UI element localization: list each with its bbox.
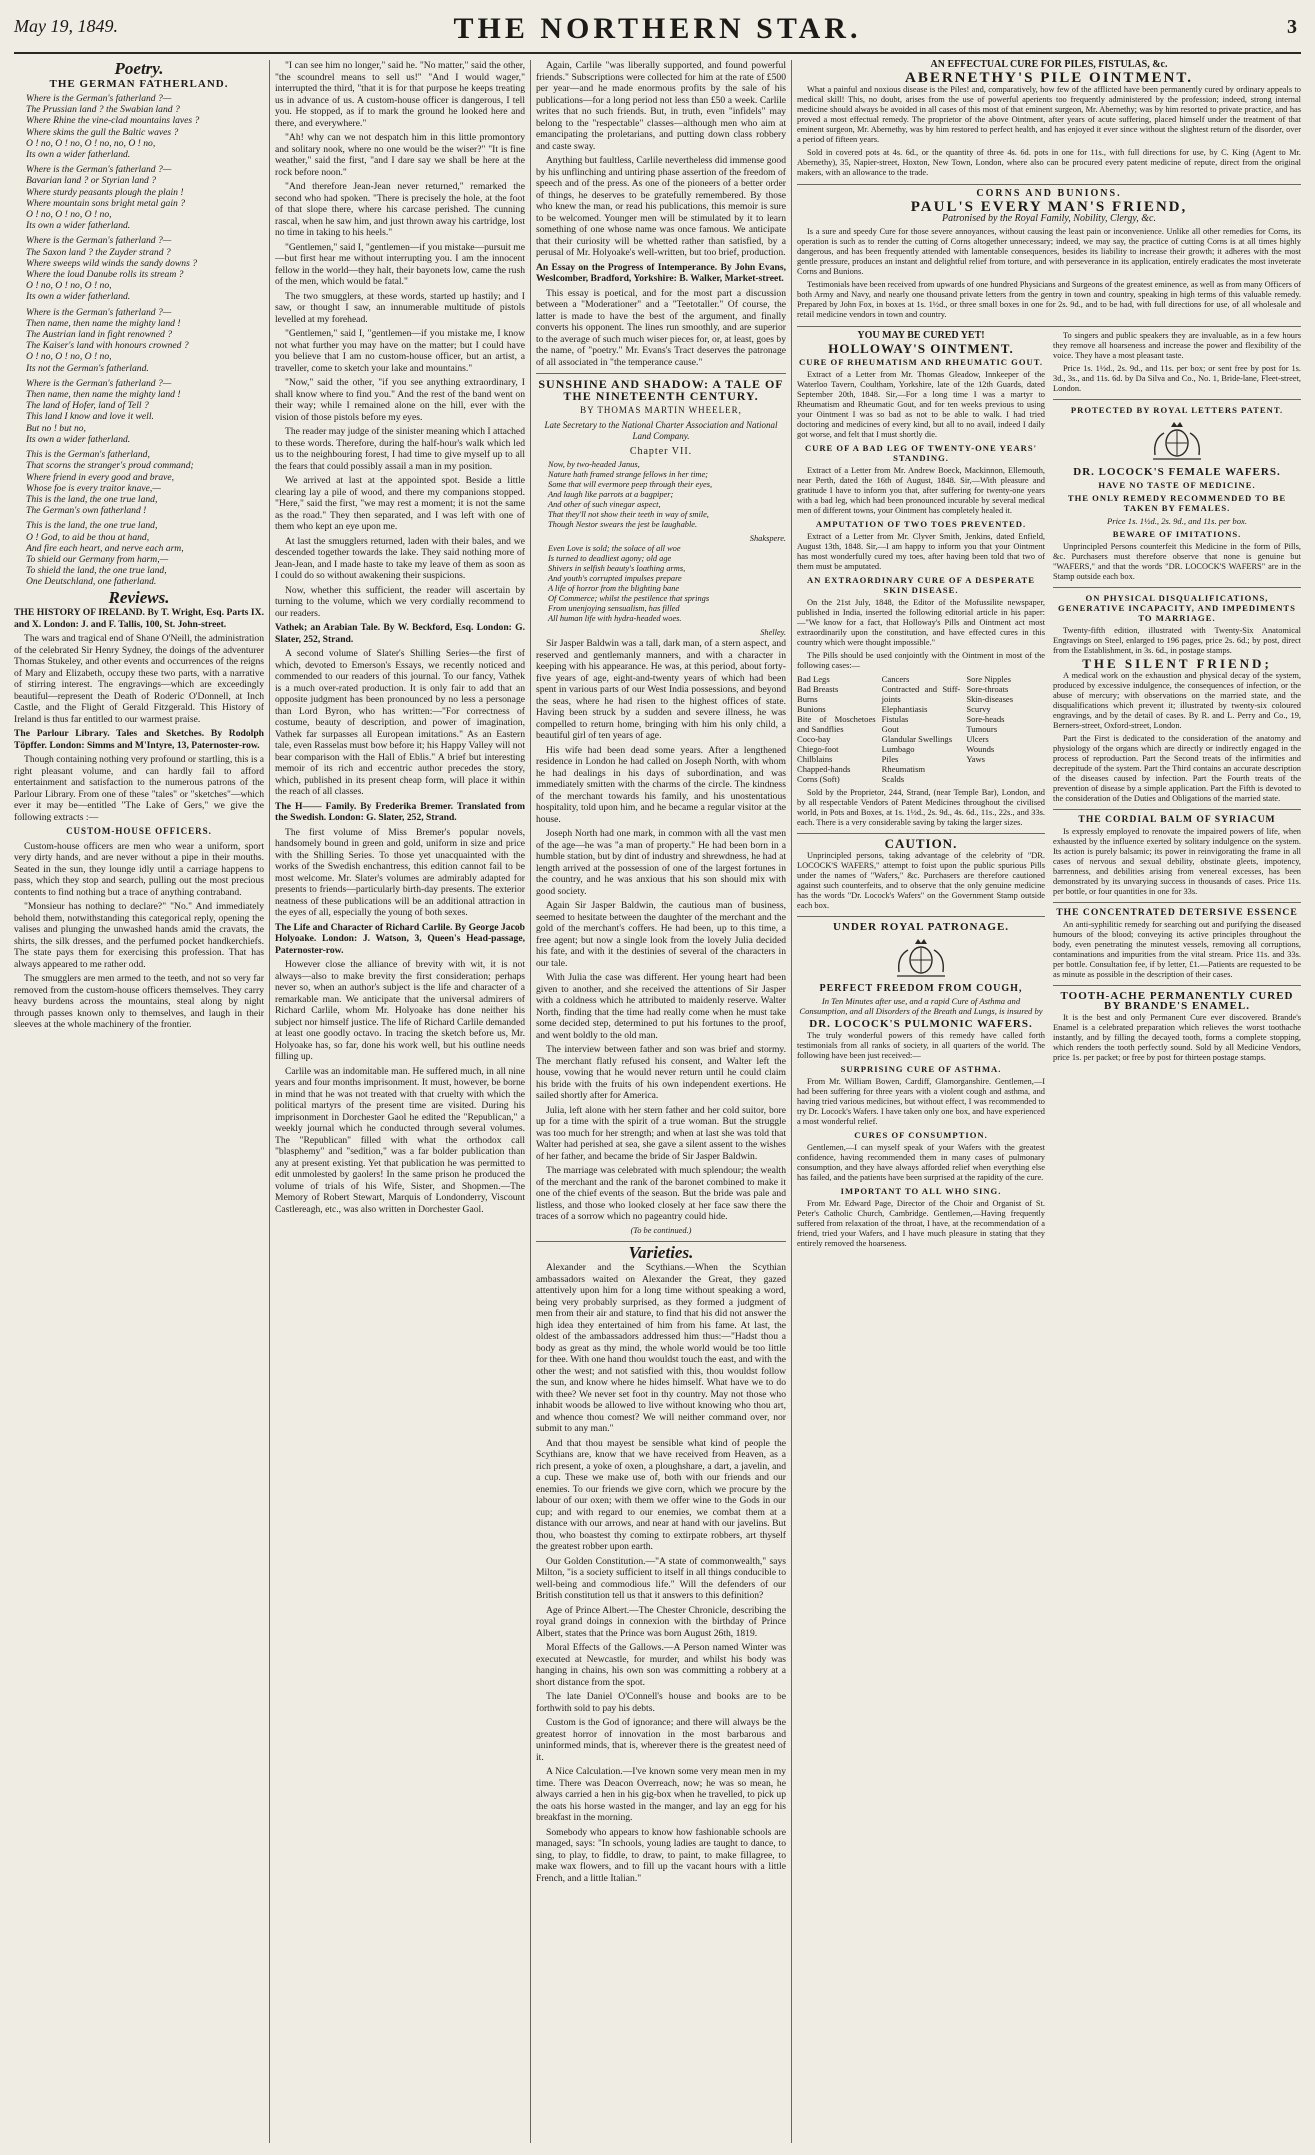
poem-stanza: Where is the German's fatherland ?— The Prussian land ? the Swabian land ? Where Rhine the vine-clad mountains laves ? Where skims the gull the Baltic waves ? O ! no, O ! no, O ! no, no, O ! no, Its own a wider fatherland. <box>26 93 200 161</box>
varieties-heading: Varieties. <box>628 1242 694 1262</box>
ad-body: Sold by the Proprietor, 244, Strand, (near Temple Bar), London, and by all respectable Vendors of Patent Medicines throughout the civilised world, in Pots and Boxes, at 1s. 1½d., 2s. 9d., 4s. 6d., 11s., 22s., and 33s. each. There is a very considerable saving by taking the larger sizes. <box>797 788 1045 827</box>
epigraph-attribution: Shelley. <box>760 628 786 637</box>
poem-stanza: This is the land, the one true land, O ! God, to aid be thou at hand, And fire each heart, and nerve each arm, To shield our Germany from harm,— To shield the land, the one true land, One Deutschland, one fatherland. <box>26 520 184 588</box>
variety-item: Our Golden Constitution.—"A state of commonwealth," says Milton, "is a society sufficient to itself in all things conducible to well-being and commodious life." Will the defenders of our British constitution tell us that it answers to this definition? <box>536 1555 786 1601</box>
ad-body: From Mr. Edward Page, Director of the Choir and Organist of St. Peter's Catholic Church, Cambridge. Gentlemen,—Having frequently suffered from relaxation of the throat, I have, at the recommendation of a friend, tried your Wafers, and I have much pleasure in stating that they entirely removed the hoarseness. <box>797 1199 1045 1248</box>
variety-item: Alexander and the Scythians.—When the Scythian ambassadors waited on Alexander the Great, they gazed attentively upon him for a long time without speaking a word, being very probably surprised, as they formed a judgment of men from their air and stature, to find that his did not answer the high idea they entertained of him from his fame. At last, the oldest of the ambassadors addressed him thus:—"Hadst thou a body as great as thy mind, the whole world would be too little for thee. With one hand thou wouldst touch the east, and with the other the west; and not satisfied with this, thou wouldst follow the sun, and know where he hides himself. What have we to do with thee? We never set foot in thy country. May not those who inhabit woods be allowed to live without knowing who thou art, and whence thou comest? We will neither command over, nor submit to any man." <box>536 1262 786 1434</box>
epigraph: Now, by two-headed Janus, Nature hath framed strange fellows in her time; Some that will evermore peep through their eyes, And laugh like parrots at a bagpiper; And other of such vinegar aspect, That they'll not show their teeth in way of smile, Though Nestor swears the jest be laughable. <box>548 460 713 529</box>
ailment-item: Scalds <box>881 774 905 784</box>
ailment-item: Tumours <box>966 724 998 734</box>
ailment-item: Burns <box>797 694 818 704</box>
patronage-title: UNDER ROYAL PATRONAGE. <box>832 921 1010 933</box>
variety-item: Moral Effects of the Gallows.—A Person named Winter was executed at Newcastle, for murder, and whilst his body was hanging in chains, his own son was committing a robbery at a short distance from the spot. <box>536 1642 786 1688</box>
ad-body: On the 21st July, 1848, the Editor of the Mofussilite newspaper, published in India, inserted the following editorial article in his paper:—"We know for a fact, that Holloway's Pills and Ointment act most extraordinarily upon the constitution, and have effected cures in this country which were thought impossible." <box>797 598 1045 647</box>
divider <box>536 373 786 374</box>
poem-stanza: This is the German's fatherland, That scorns the stranger's proud command; Where friend in every good and brave, Whose foe is every traitor knave,— This is the land, the one true land, The German's own fatherland ! <box>26 449 194 517</box>
divider <box>797 833 1045 834</box>
ad-body: Extract of a Letter from Mr. Thomas Gleadow, Innkeeper of the Waterloo Tavern, Coultham, Yorkshire, late of the 12th Guards, dated September 20th, 1848. Sir,—For a long time I was a martyr to Rheumatism and Rheumatic Gout, and for ten weeks previous to using your Ointment I was so bad as not to be able to walk. I had tried doctoring and medicines of every kind, but all to no avail, indeed I daily got worse, and felt that I must shortly die. <box>797 370 1045 439</box>
epigraph-attribution: Shakspere. <box>749 534 786 543</box>
ad-body: Testimonials have been received from upwards of one hundred Physicians and Surgeons of the greatest eminence, as well as from many Officers of both Army and Navy, and nearly one thousand private letters from the gentry in town and country, speaking in high terms of this valuable remedy. Prepared by John Fox, in boxes at 1s. 1½d., or three small boxes in one for 2s. 9d., and to be had, with full directions for use, of all wholesale and retail medicine vendors in town and country. <box>797 280 1301 319</box>
ad-title: DR. LOCOCK'S PULMONIC WAFERS. <box>809 1018 1033 1030</box>
ad-title: TOOTH-ACHE PERMANENTLY CURED BY BRANDE'S ENAMEL. <box>1060 990 1294 1012</box>
extract-paragraph: At last the smugglers returned, laden with their bales, and we descended together towards the lake. They said nothing more of Jean-Jean, and I made haste to take my leave of them as soon as I could do so without awakening their suspicions. <box>275 535 525 581</box>
ailment-item: Skin-diseases <box>966 694 1014 704</box>
ailment-item: Chapped-hands <box>797 764 851 774</box>
ailment-item: Rheumatism <box>881 764 926 774</box>
extract-paragraph: "Gentlemen," said I, "gentlemen—if you mistake—pursuit me—but first hear me without interrupting you. I am the innocent fellow in the world—they halt, their bayonets low, came the rush of the men, which would be fatal." <box>275 241 525 287</box>
ad-title: DR. LOCOCK'S FEMALE WAFERS. <box>1073 466 1281 478</box>
ailment-item: Bad Legs <box>797 674 830 684</box>
review-heading: The H—— Family. By Frederika Bremer. Translated from the Swedish. London: G. Slater, 252, Strand. <box>275 800 525 823</box>
column-rule <box>791 60 792 2143</box>
ad-body: What a painful and noxious disease is the Piles! and, comparatively, how few of the afflicted have been permanently cured by ordinary appeals to medical skill! This, no doubt, arises from the use of powerful aperients too frequently administered by the profession; indeed, strong internal medicine should always be avoided in all cases of this most of that eminent surgeon, Mr. Abernethy; was by him resorted to private practice, and has proved a most effectual remedy. The proprietor of the above Ointment, after years of acute suffering, placed himself under the treatment of that eminent surgeon, Mr. Abernethy, was by him restored to perfect health, and has enjoyed it ever since without the slightest return of the disorder, over a period of fifteen years. <box>797 85 1301 144</box>
ad-subtitle: In Ten Minutes after use, and a rapid Cure of Asthma and Consumption, and all Disorders of the Breath and Lungs, is insured by <box>799 996 1043 1016</box>
issue-date: May 19, 1849. <box>14 16 118 36</box>
review-heading: The Parlour Library. Tales and Sketches. By Rodolph Töpffer. London: Simms and M'Intyre, 13, Paternoster-row. <box>14 728 264 751</box>
ailment-item: Scurvy <box>966 704 991 714</box>
ad-body: It is the best and only Permanent Cure ever discovered. Brande's Enamel is a celebrated preparation which relieves the worst toothache instantly, and by filling the decayed tooth, forms a complete stopping, which renders the tooth perfectly sound. Sold by all Medicine Vendors, price 1s. per packet; or free by post for thirteen postage stamps. <box>1053 1013 1301 1062</box>
ad-subhead: SURPRISING CURE OF ASTHMA. <box>840 1064 1002 1074</box>
reviews-heading: Reviews. <box>108 587 170 607</box>
ad-title: THE CONCENTRATED DETERSIVE ESSENCE <box>1056 907 1298 918</box>
extract-paragraph: Now, whether this sufficient, the reader will ascertain by turning to the volume, which we very cordially recommend to our readers. <box>275 584 525 619</box>
column-rule <box>530 60 531 2143</box>
newspaper-title: THE NORTHERN STAR. <box>453 12 862 45</box>
variety-item: The late Daniel O'Connell's house and books are to be forthwith sold to pay his debts. <box>536 1691 786 1714</box>
ailment-item: Bite of Moschetoes and Sandflies <box>797 714 876 734</box>
review-body: Though containing nothing very profound or startling, this is a right pleasant volume, and can hardly fail to afford entertainment and satisfaction to the numerous patrons of the Parlour Library. From one of these "tales" or "sketches"—which ever it may be—entitled "The Lake of Gers," we give the following extracts :— <box>14 754 264 823</box>
ailment-item: Sore-throats <box>966 684 1009 694</box>
divider <box>1053 587 1301 588</box>
ad-subhead: CURE OF A BAD LEG OF TWENTY-ONE YEARS' STANDING. <box>804 443 1038 463</box>
ailment-item: Elephantiasis <box>881 704 928 714</box>
story-paragraph: Sir Jasper Baldwin was a tall, dark man, of a stern aspect, and reserved and gentlemanly manners, and with a character in keeping with his appearance. He was, at this period, about forty-five years of age, eight-and-twenty years of which had been spent in various parts of our West India possessions, and beyond the seas, where he had risen to the highest offices of state. Having been struck by a sudden and severe illness, he was compelled to return home, bringing with him his only child, a beautiful girl of ten years of age. <box>536 638 786 741</box>
ad-subhead: HAVE NO TASTE OF MEDICINE. <box>1098 480 1256 490</box>
ad-subhead: THE ONLY REMEDY RECOMMENDED TO BE TAKEN BY FEMALES. <box>1067 493 1287 513</box>
extract-paragraph: Custom-house officers are men who wear a uniform, sport very dirty hands, and are never without a pipe in their mouths. Seated in the sun, they lounge idly until a carriage happens to pass, which they stop and search, pulling out the most precious contents to find nothing but a trace of anything contraband. <box>14 840 264 898</box>
abernethy-ad <box>797 60 1301 178</box>
review-body: The first volume of Miss Bremer's popular novels, handsomely bound in green and gold, uniform in size and price with the Shilling Series. To those yet unacquainted with the works of the Swedish enchantress, this edition cannot fail to be most welcome. Mr. Slater's volumes are admirably adapted for presents to friends—particularly birth-day presents. The exterior neatness of these publications will be an additional attraction in the eyes of all, especially the young of both sexes. <box>275 826 525 918</box>
review-body: The wars and tragical end of Shane O'Neill, the administration of the celebrated Sir Henry Sydney, the doings of the adventurer Thomas Stukeley, and other events and occurrences of the reigns of Mary and Elizabeth, occupy these two parts, with a narrative of stirring interest. The engravings—which are exceedingly beautiful—represent the Death of Roderic O'Donnell, at Inch Castle, and the Flight of Gerald Fitzgerald. This History of Ireland is thus far entitled to our warmest praise. <box>14 633 264 725</box>
ad-body: Unprincipled persons, taking advantage of the celebrity of "DR. LOCOCK'S WAFERS," attempt to foist upon the public spurious Pills under the names of "Wafers," &c. Purchasers are therefore cautioned against such counterfeits, and to observe that the only genuine medicine has the words "Dr. Locock's Wafers" on the Government Stamp outside each box. <box>797 851 1045 910</box>
ad-title: PAUL'S EVERY MAN'S FRIEND, <box>910 199 1188 215</box>
ailment-item: Bunions <box>797 704 826 714</box>
story-paragraph: Joseph North had one mark, in common with all the vast men of the age—he was "a man of property." He had been born in a humble station, but by dint of industry and shrewdness, he had at length arrived at the possession of one of the largest fortunes in the country, and he was anxious that his son should mix with good society. <box>536 828 786 897</box>
divider <box>797 916 1045 917</box>
column-3 <box>536 60 786 2143</box>
review-body: A second volume of Slater's Shilling Series—the first of which, devoted to Emerson's Essays, we recently noticed and commended to our readers of this journal. To our fancy, Vathek is a much over-rated production. It is only fair to add that an opposite judgment has been pronounced by no less a personage than Lord Byron, who has written:—"For correctness of costume, beauty of description, and power of imagination, Vathek far surpasses all European imitations." As an Eastern tale, even Rasselas must bow before it; his Happy Valley will not bear comparison with the Hall of Eblis." A brief but interesting memoir of its rich and eccentric author precedes the story, which, published in its present cheap form, will place it within the reach of all classes. <box>275 648 525 797</box>
ailment-item: Chiego-foot <box>797 744 839 754</box>
ad-title: HOLLOWAY'S OINTMENT. <box>828 341 1014 356</box>
ad-body: Gentlemen,—I can myself speak of your Wafers with the greatest confidence, having recommended them in many cases of pulmonary consumption, and they have always afforded relief when everything else has failed, and the patients have been surprised at the rapidity of the cure. <box>797 1143 1045 1182</box>
extract-paragraph: The two smugglers, at these words, started up hastily; and I saw, or thought I saw, an innumerable multitude of pistols levelled at my forehead. <box>275 290 525 325</box>
ads-right-subcolumn <box>1053 331 1301 1252</box>
ailment-list <box>797 674 1045 784</box>
review-heading: THE HISTORY OF IRELAND. By T. Wright, Esq. Parts IX. and X. London: J. and F. Tallis, 100, St. John-street. <box>14 607 264 630</box>
ad-subhead: BEWARE OF IMITATIONS. <box>1112 529 1242 539</box>
ad-title: THE SILENT FRIEND; <box>1082 656 1272 671</box>
ad-body: Is a sure and speedy Cure for those severe annoyances, without causing the least pain or inconvenience. Unlike all other remedies for Corns, its operation is such as to render the cutting of Corns altogether unnecessary; indeed, we may say, the practice of cutting Corns is at all times highly dangerous, and has been frequently attended with lamentable consequences, besides its liability to increase their growth; it adheres with the most gentle pressure, produces an instant and delightful relief from torture, and with perseverance in its application, entirely eradicates the most inveterate Corns and Bunions. <box>797 227 1301 276</box>
review-body: Carlile was an indomitable man. He suffered much, in all nine years and four months imprisonment. It must, however, be borne in mind that he was not treated with that cruelty with which the political martyrs of the present time are visited. During his imprisonment in Dorchester Gaol he edited the "Republican," a weekly journal which he conducted through several volumes. The "Republican" filled with what the orthodox call "blasphemy" and "sedition," was a far bolder publication than any at present existing. Yet that publication he was permitted to edit unmolested by gaolers! In the same prison he produced the volume of trials of his Wife, Sister, and Shopmen.—The Memory of Robert Stewart, Marquis of Londonderry, Viscount Castlereagh, etc., was also written in Dorchester Gaol. <box>275 1065 525 1215</box>
variety-item: Somebody who appears to know how fashionable schools are managed, says: "In schools, young ladies are taught to dance, to sing, to play, to fiddle, to draw, to paint, to make fillagree, to make wax flowers, and to fill up the vacant hours with a little French, and a little Italian." <box>536 1826 786 1884</box>
story-paragraph: Again Sir Jasper Baldwin, the cautious man of business, seemed to hesitate between the daughter of the merchant and the gold of the merchant's coffers. He had been, up to this time, a free agent; but now a single look from the lovely Julia decided his fate, and with it the destinies of several of the characters in our tale. <box>536 900 786 969</box>
review-body: Again, Carlile "was liberally supported, and found powerful friends." Subscriptions were collected for him at the rate of £500 per year—and he made enormous profits by the sale of his publications—for a long period not less than £50 a week. Carlile writes that no such friends. But, in truth, even "infidels" may belong to the "respectable" classes—although men who aim at emancipating the proletarians, and putting down class robbery and caste sway. <box>536 60 786 152</box>
caution-title: CAUTION. <box>884 836 958 851</box>
poem-stanza: Where is the German's fatherland ?— The Saxon land ? the Zuyder strand ? Where sweeps wild winds the sandy downs ? Where the loud Danube rolls its stream ? O ! no, O ! no, O ! no, Its own a wider fatherland. <box>26 235 197 303</box>
column-rule <box>269 60 270 2143</box>
divider <box>1053 985 1301 986</box>
column-1 <box>14 60 264 2143</box>
ad-title: THE CORDIAL BALM OF SYRIACUM <box>1078 814 1276 825</box>
corns-ad <box>797 184 1301 320</box>
ailment-item: Fistulas <box>881 714 909 724</box>
ad-body: Sold in covered pots at 4s. 6d., or the quantity of three 4s. 6d. pots in one for 11s., with full directions for use, by C. King (Agent to Mr. Abernethy), 35, Napier-street, Hoxton, New Town, London, where also can be procured every patent medicine of repute, direct from the original makers, with an allowance to the trade. <box>797 148 1301 177</box>
variety-item: A Nice Calculation.—I've known some very mean men in my time. There was Deacon Overreach, now; he was so mean, he always carried a hen in his gig-box when he travelled, to pick up the oats his horse wasted in the manger, and lay an egg for his breakfast in the morning. <box>536 1766 786 1823</box>
story-paragraph: His wife had been dead some years. After a lengthened residence in London he had called on Joseph North, with whom he had dealings in his days of subordination, and was immediately smitten with the charms of the circle. The kindness of the merchant towards his family, and his unostentatious hospitality, told upon him, and he became a regular visitor at the house. <box>536 744 786 825</box>
review-heading: The Life and Character of Richard Carlile. By George Jacob Holyoake. London: J. Watson, 3, Queen's Head-passage, Paternoster-row. <box>275 921 525 956</box>
ad-price: Price 1s. 1½d., 2s. 9d., and 11s. per box. <box>1107 516 1247 526</box>
ad-subhead: AN EXTRAORDINARY CURE OF A DESPERATE SKIN DISEASE. <box>806 575 1036 595</box>
ad-subtitle: Patronised by the Royal Family, Nobility, Clergy, &c. <box>942 213 1156 224</box>
ad-body: An anti-syphilitic remedy for searching out and purifying the diseased humours of the blood; conveying its active principles throughout the body, even penetrating the minutest vessels, removing all corruptions, contaminations and impurities from the vital stream. Price 11s. and 33s. per bottle. Consultation fee, if by letter, £1.—Patients are requested to be as minute as possible in the description of their cases. <box>1053 920 1301 979</box>
extract-paragraph: "Ah! why can we not despatch him in this little promontory and solitary nook, where no one would be the wiser?" "It is fine weather," said the first, "and I dare say we shall be here at the rock before noon." <box>275 132 525 178</box>
poem-stanza: Where is the German's fatherland ?— Then name, then name the mighty land ! The land of Hofer, land of Tell ? This land I know and love it well. But no ! but no, Its own a wider fatherland. <box>26 377 181 445</box>
ad-subhead: AMPUTATION OF TWO TOES PREVENTED. <box>815 519 1027 529</box>
ad-body: A medical work on the exhaustion and physical decay of the system, produced by excessive indulgence, the consequences of infection, or the abuse of mercury; with observations on the married state, and the disqualifications which prevent it; illustrated by twenty-six coloured engravings, and by the detail of cases. By R. and L. Perry and Co., 19, Berners-street, Oxford-street, London. <box>1053 671 1301 730</box>
review-body: Anything but faultless, Carlile nevertheless did immense good by his unflinching and untiring phase assertion of the freedom of speech and of the press. As one of the pioneers of a better order of things, he deserves to be gratefully remembered. By those who knew the man, or read his publications, this memoir is sure to be welcomed. Younger men will be stimulated by it to learn something of one whose name was once famous. We anticipate that their curiosity will be whetted rather than satisfied, by a perusal of Mr. Holyoake's well-written, but too brief, production. <box>536 155 786 258</box>
ads-two-column <box>797 326 1301 1252</box>
ailment-item: Sore-heads <box>966 714 1005 724</box>
divider <box>1053 809 1301 810</box>
ad-body: From Mr. William Bowen, Cardiff, Glamorganshire. Gentlemen,—I had been suffering for three years with a violent cough and asthma, and having tried various medicines, but without effect, I was recommended to try Dr. Locock's Wafers. I have taken only one box, and have experienced a most wonderful relief. <box>797 1077 1045 1126</box>
ad-kicker: AN EFFECTUAL CURE FOR PILES, FISTULAS, &c. <box>930 60 1168 70</box>
ailment-item: Bad Breasts <box>797 684 839 694</box>
ailment-item: Chilblains <box>797 754 833 764</box>
ailment-item: Contracted and Stiff-joints <box>881 684 961 704</box>
extract-paragraph: "Now," said the other, "if you see anything extraordinary, I shall know where to find you." And the rest of the band went on their way; while I remained alone on the hill, ever with the vision of those pistols before my eyes. <box>275 377 525 423</box>
chapter-heading: Chapter VII. <box>629 445 693 457</box>
ad-title: ABERNETHY'S PILE OINTMENT. <box>904 70 1193 86</box>
poetry-heading: Poetry. <box>114 60 164 78</box>
advertisements-column <box>797 60 1301 2143</box>
review-heading: Vathek; an Arabian Tale. By W. Beckford, Esq. London: G. Slater, 252, Strand. <box>275 622 525 645</box>
story-byline-2: Late Secretary to the National Charter Association and National Land Company. <box>544 419 778 441</box>
poem-stanza: Where is the German's fatherland ?— Then name, then name the mighty land ! The Austrian land in fight renowned ? The Kaiser's land with honours crowned ? O ! no, O ! no, O ! no, Its not the German's fatherland. <box>26 306 189 374</box>
extract-paragraph: "I can see him no longer," said he. "No matter," said the other, "the scoundrel means to sell us!" "And I would wager," interrupted the third, "that it is for that purpose he keeps treating us in advance of us. A custom-house officer is dangerous, I tell you. He stopped, as if to mark the ground he looked here and there, and everywhere." <box>275 60 525 129</box>
variety-item: Age of Prince Albert.—The Chester Chronicle, describing the royal grand doings in connexion with the birthday of Prince Albert, states that the Prince was born August 26th, 1819. <box>536 1604 786 1639</box>
ailment-item: Yaws <box>966 754 986 764</box>
story-paragraph: With Julia the case was different. Her young heart had been given to another, and she received the attentions of Sir Jasper with a coldness which he attributed to maidenly reserve. Walter North, finding that the time had really come when he must take some decided step, determined to put his fortunes to the proof, and went boldly to the old man. <box>536 972 786 1041</box>
divider <box>1053 902 1301 903</box>
variety-item: And that thou mayest be sensible what kind of people the Scythians are, know that we have received from Heaven, as a rich present, a yoke of oxen, a ploughshare, a dart, a javelin, and a cup. These we make use of, both with our friends and our enemies. To our friends we give corn, which we procure by the labour of our oxen; with them we offer wine to the Gods in our cup; and with regard to our enemies, we combat them at a distance with our arrows, and near at hand with our javelins. But thou, who boastest thy coming to extirpate robbers, art thyself the greatest robber upon earth. <box>536 1437 786 1552</box>
ailment-item: Ulcers <box>966 734 989 744</box>
ad-title: PERFECT FREEDOM FROM COUGH, <box>819 983 1023 994</box>
story-paragraph: The interview between father and son was brief and stormy. The merchant flatly refused his consent, and Walter left the house, vowing that he would never return until he could claim his bride with the fruits of his own independent exertions. He sailed shortly after for America. <box>536 1044 786 1101</box>
column-2 <box>275 60 525 2143</box>
ad-body: The Pills should be used conjointly with the Ointment in most of the following cases:— <box>797 651 1045 670</box>
variety-item: Custom is the God of ignorance; and there will always be the greatest horror of innovation in the most barbarous and uninformed minds, that is, wherever there is the greatest need of it. <box>536 1717 786 1763</box>
ads-left-subcolumn <box>797 331 1045 1252</box>
ad-body: Is expressly employed to renovate the impaired powers of life, when exhausted by the influence exerted by solitary indulgence on the system. Its action is purely balsamic; its power in reinvigorating the frame in all cases of nervous and sexual debility, obstinate gleets, impotency, barrenness, and debilities arising from venereal excesses, has been demonstrated by its unvarying success in thousands of cases. Price 11s. per bottle, or four quantities in one for 33s. <box>1053 827 1301 896</box>
extract-paragraph: The smugglers are men armed to the teeth, and not so very far removed from the custom-house officers themselves. They carry heavy burdens across the mountains, steal along by night through passes known only to themselves, and laugh in their sleeves at the whole machinery of the frontier. <box>14 973 264 1031</box>
story-paragraph: The marriage was celebrated with much splendour; the wealth of the merchant and the rank of the baronet combined to make it one of the chief events of the season. But the bride was pale and listless, and those who looked closely at her face saw there the traces of a sorrow which no pageantry could hide. <box>536 1165 786 1222</box>
ailment-item: Glandular Swellings <box>881 734 953 744</box>
page-number: 3 <box>1287 16 1297 38</box>
ailment-item: Lumbago <box>881 744 915 754</box>
extract-paragraph: "Gentlemen," said I, "gentlemen—if you mistake me, I know not what further you may have on the matter; but I could have you believe that I am no custom-house officer, but an artist, a traveller, come to sketch your lake and mountains." <box>275 328 525 374</box>
ad-body: Unprincipled Persons counterfeit this Medicine in the form of Pills, &c. Purchasers must therefore observe that none is genuine but "WAFERS," and that the words "DR. LOCOCK'S WAFERS" are in the Stamp outside each box. <box>1053 542 1301 581</box>
ad-subhead: CURE OF RHEUMATISM AND RHEUMATIC GOUT. <box>799 357 1043 367</box>
masthead <box>14 8 1301 54</box>
to-be-continued: (To be continued.) <box>630 1225 692 1235</box>
epigraph: Even Love is sold; the solace of all woe Is turned to deadliest agony; old age Shivers in selfish beauty's loathing arms, And youth's corrupted impulses prepare A life of horror from the blighting bane Of Commerce; whilst the pestilence that springs From unenjoying sensualism, has filled All human life with hydra-headed woes. <box>548 544 710 623</box>
ad-subhead: CURES OF CONSUMPTION. <box>854 1130 988 1140</box>
ad-kicker: YOU MAY BE CURED YET! <box>857 330 985 341</box>
ad-body: The truly wonderful powers of this remedy have called forth testimonials from all ranks of society, in all quarters of the world. The following have been just received:— <box>797 1031 1045 1060</box>
ailment-item: Wounds <box>966 744 995 754</box>
ad-subhead: IMPORTANT TO ALL WHO SING. <box>840 1186 1002 1196</box>
divider <box>536 1241 786 1242</box>
ailment-item: Gout <box>881 724 899 734</box>
ad-kicker: CORNS AND BUNIONS. <box>976 188 1122 199</box>
divider <box>1053 399 1301 400</box>
story-title: SUNSHINE AND SHADOW: A TALE OF THE NINETEENTH CENTURY. <box>538 377 784 403</box>
extract-paragraph: "Monsieur has nothing to declare?" "No." And immediately behold them, notwithstanding this categorical reply, opening the valises and plunging the unwashed hands amid the cravats, the shirts, the silk dresses, and the perfumed pocket handkerchiefs. The state pays them for exercising this profession. That has always appeared to me rather odd. <box>14 901 264 970</box>
royal-arms-icon <box>891 936 951 980</box>
ad-subhead: ON PHYSICAL DISQUALIFICATIONS, GENERATIVE INCAPACITY, AND IMPEDIMENTS TO MARRIAGE. <box>1058 593 1296 623</box>
ad-body: Extract of a Letter from Mr. Andrew Boeck, Mackinnon, Ellemouth, near Perth, dated the 16th of August, 1848. Sir,—With pleasure and gratitude I have to inform you that, after suffering for twenty-one years with a bad leg, which had been pronounced incurable by several medical men of different towns, your Ointment has completely healed it. <box>797 466 1045 515</box>
extract-paragraph: "And therefore Jean-Jean never returned," remarked the second who had spoken. "There is precisely the hole, at the foot of that slope there, where his carcase perished. The cunning rascal, when he saw him, and just thrown away his cartridge, lost no time in taking to his heels." <box>275 181 525 238</box>
ad-body: Extract of a Letter from Mr. Clyver Smith, Jenkins, dated Enfield, August 13th, 1848. Sir,—I am happy to inform you that your Ointment has most wonderfully cured my toes, after having been told that two of them must be amputated. <box>797 532 1045 571</box>
ad-body: Price 1s. 1½d., 2s. 9d., and 11s. per box; or sent free by post for 1s. 3d., 3s., and 11s. 6d. by Da Silva and Co., No. 1, Bride-lane, Fleet-street, London. <box>1053 364 1301 393</box>
extract-paragraph: The reader may judge of the sinister meaning which I attached to these words. Therefore, during the half-hour's walk which led us to the neighbouring forest, I had time to give myself up to all the fears that could possibly assail a man in my position. <box>275 426 525 472</box>
ad-subhead: PROTECTED BY ROYAL LETTERS PATENT. <box>1070 405 1284 415</box>
poem-stanza: Where is the German's fatherland ?— Bavarian land ? or Styrian land ? Where sturdy peasants plough the plain ! Where mountain sons bright metal gain ? O ! no, O ! no, O ! no, Its own a wider fatherland. <box>26 164 185 232</box>
ailment-item: Sore Nipples <box>966 674 1011 684</box>
review-body: However close the alliance of brevity with wit, it is not always—also to make brevity the first consideration; perhaps never so, when an author's subject is the life and character of a remarkable man. We anticipate that the universal admirers of Richard Carlile, whom Mr. Holyoake has done neither his subject nor himself justice. The life of Richard Carlile demanded at least one goodly octavo. In tracing the sketch before us, Mr. Holyoake has, so far, done his work well, but his outline needs filling up. <box>275 959 525 1062</box>
ailment-item: Cancers <box>881 674 910 684</box>
ailment-item: Coco-bay <box>797 734 831 744</box>
ailment-item: Corns (Soft) <box>797 774 840 784</box>
ad-body: Part the First is dedicated to the consideration of the anatomy and physiology of the organs which are directly or indirectly engaged in the process of reproduction. Part the Second treats of the infirmities and decrepitude of the system. Part the Third contains an accurate description of the diseases caused by infection. Part the Fourth treats of the prevention of disease by a simple application. Part the Fifth is devoted to the consideration of the Duties and Obligations of the married state. <box>1053 734 1301 803</box>
review-heading: An Essay on the Progress of Intemperance. By John Evans, Weslcomber, Bradford, Yorkshire: B. Walker, Market-street. <box>536 261 786 284</box>
story-paragraph: Julia, left alone with her stern father and her cold suitor, bore up for a time with the spirit of a true woman. But the struggle was too much for her strength; and when at last she was told that Walter had perished at sea, she gave a silent assent to the wishes of her father, and became the bride of Sir Jasper Baldwin. <box>536 1104 786 1162</box>
ad-body: To singers and public speakers they are invaluable, as in a few hours they remove all hoarseness and increase the power and flexibility of the voice. They have a most pleasant taste. <box>1053 331 1301 360</box>
columns <box>14 60 1301 2143</box>
story-byline: BY THOMAS MARTIN WHEELER, <box>580 405 742 415</box>
royal-arms-icon <box>1147 419 1207 463</box>
extract-paragraph: We arrived at last at the appointed spot. Beside a little clearing lay a pile of wood, and there my companions stopped. "Here," said the first, "we may rest a moment; it is not the same as the road." They then separated, and I was left with one of them who kept an eye upon me. <box>275 475 525 532</box>
ailment-item: Piles <box>881 754 899 764</box>
poem-title: THE GERMAN FATHERLAND. <box>49 77 229 90</box>
ad-body: Twenty-fifth edition, illustrated with Twenty-Six Anatomical Engravings on Steel, enlarged to 196 pages, price 2s. 6d.; by post, direct from the Establishment, in 3s. 6d., in postage stamps. <box>1053 626 1301 655</box>
extract-title: CUSTOM-HOUSE OFFICERS. <box>66 826 212 837</box>
review-body: This essay is poetical, and for the most part a discussion between a "Moderationer" and a "Teetotaller." Of course, the latter is made to have the best of the argument, and finally converts his opponent. The lines run smoothly, and are superior to the average of such much wiser pieces for, or, at least, goes by the name, of "poetry." Mr. Evans's Tract deserves the patronage of all associated in "the temperance cause." <box>536 287 786 368</box>
